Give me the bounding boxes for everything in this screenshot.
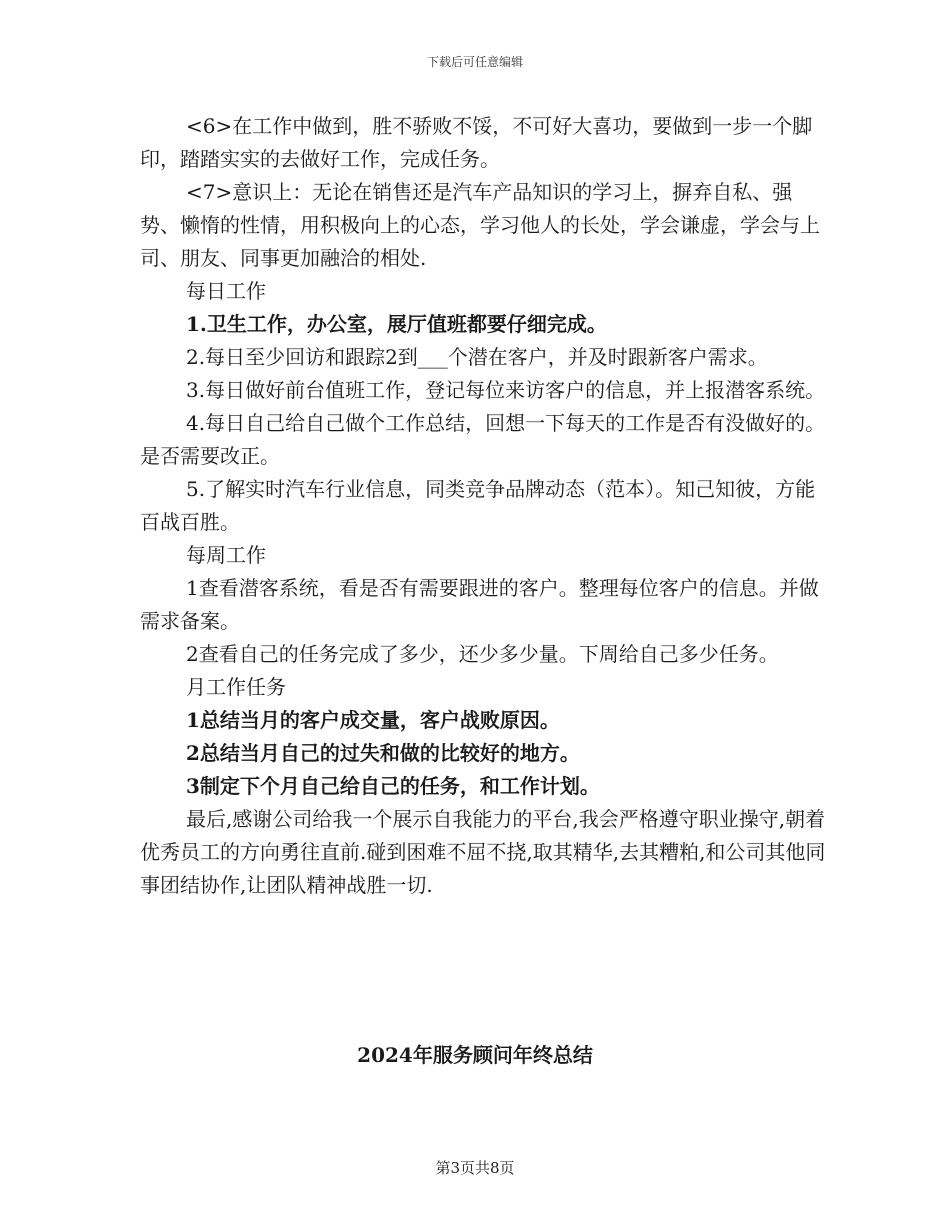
daily-item-2: 2.每日至少回访和跟踪2到___个潜在客户，并及时跟新客户需求。 bbox=[186, 345, 768, 369]
heading-daily-work: 每日工作 bbox=[186, 279, 266, 303]
daily-item-4: 4.每日自己给自己做个工作总结，回想一下每天的工作是否有没做好的。是否需要改正。 bbox=[140, 411, 826, 468]
section-title: 2024年服务顾问年终总结 bbox=[357, 1043, 593, 1067]
monthly-item-3: 3制定下个月自己给自己的任务，和工作计划。 bbox=[186, 774, 600, 798]
daily-item-1: 1.卫生工作，办公室，展厅值班都要仔细完成。 bbox=[186, 312, 607, 336]
daily-item-3: 3.每日做好前台值班工作，登记每位来访客户的信息，并上报潜客系统。 bbox=[186, 378, 826, 402]
page-footer: 第3页共8页 bbox=[435, 1159, 515, 1177]
closing-paragraph: 最后,感谢公司给我一个展示自我能力的平台,我会严格遵守职业操守,朝着优秀员工的方向勇往直前.碰到困难不屈不挠,取其精华,去其糟粕,和公司其他同事团结协作,让团队精神战胜一切. bbox=[140, 807, 826, 897]
monthly-item-1: 1总结当月的客户成交量，客户战败原因。 bbox=[186, 708, 560, 732]
monthly-item-2: 2总结当月自己的过失和做的比较好的地方。 bbox=[186, 741, 580, 765]
weekly-item-2: 2查看自己的任务完成了多少，还少多少量。下周给自己多少任务。 bbox=[186, 642, 779, 666]
heading-monthly-tasks: 月工作任务 bbox=[186, 675, 286, 699]
paragraph-7: <7>意识上：无论在销售还是汽车产品知识的学习上，摒弃自私、强势、懒惰的性情，用积极向上的心态，学习他人的长处，学会谦虚，学会与上司、朋友、同事更加融洽的相处. bbox=[140, 180, 820, 270]
paragraph-6: <6>在工作中做到，胜不骄败不馁，不可好大喜功，要做到一步一个脚印，踏踏实实的去做好工作，完成任务。 bbox=[140, 114, 813, 171]
daily-item-5: 5.了解实时汽车行业信息，同类竞争品牌动态（范本）。知己知彼，方能百战百胜。 bbox=[140, 477, 816, 534]
page-header: 下载后可任意编辑 bbox=[426, 55, 523, 69]
heading-weekly-work: 每周工作 bbox=[186, 543, 266, 567]
weekly-item-1: 1查看潜客系统，看是否有需要跟进的客户。整理每位客户的信息。并做需求备案。 bbox=[140, 576, 819, 633]
document-body bbox=[140, 110, 830, 902]
